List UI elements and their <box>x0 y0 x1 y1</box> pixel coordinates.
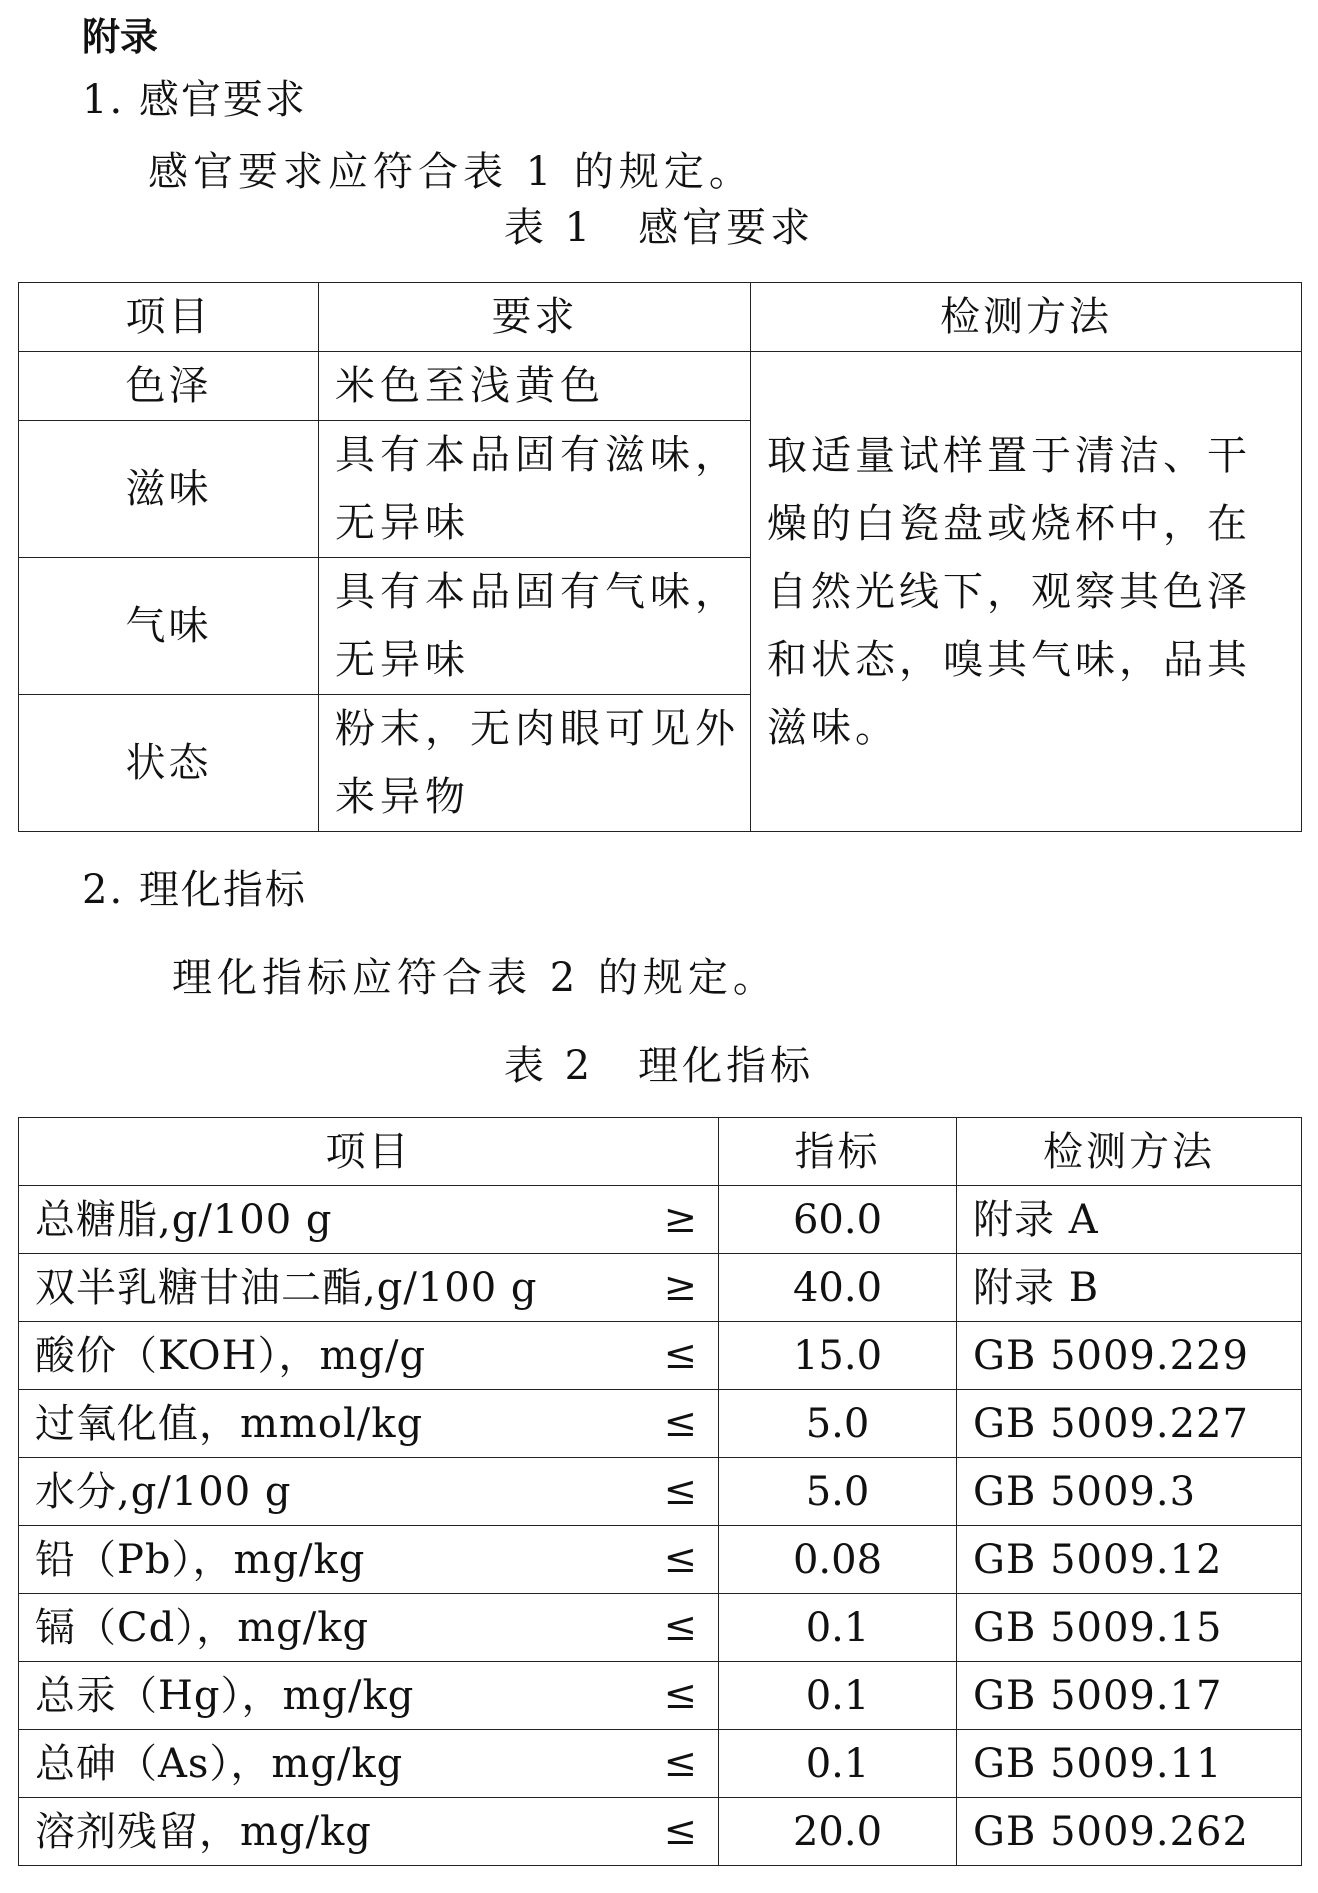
requirement-line: 具有本品固有滋味， <box>335 432 740 478</box>
sensory-table <box>18 282 1302 832</box>
row-item <box>19 1390 719 1458</box>
requirement-line: 粉末，无肉眼可见外 <box>335 706 740 752</box>
table-row <box>19 1458 1302 1526</box>
row-method: GB 5009.12 <box>957 1526 1302 1594</box>
row-method: GB 5009.15 <box>957 1594 1302 1662</box>
item-label: 镉（Cd），mg/kg <box>35 1604 370 1651</box>
row-item <box>19 1730 719 1798</box>
table-header-row <box>19 1118 1302 1186</box>
table-row <box>19 1186 1302 1254</box>
table-row <box>19 1526 1302 1594</box>
row-requirement <box>319 558 751 695</box>
table-row <box>19 1730 1302 1798</box>
table-row <box>19 1594 1302 1662</box>
relation-sign: ≤ <box>663 1808 698 1854</box>
row-item <box>19 1322 719 1390</box>
relation-sign: ≤ <box>663 1740 698 1786</box>
relation-sign: ≤ <box>663 1672 698 1718</box>
table-row <box>19 1254 1302 1322</box>
header-method: 检测方法 <box>751 283 1302 352</box>
row-value: 60.0 <box>719 1186 957 1254</box>
row-item <box>19 1186 719 1254</box>
item-label: 总糖脂,g/100 g <box>35 1196 333 1243</box>
row-item <box>19 1458 719 1526</box>
row-item: 气味 <box>19 558 319 695</box>
row-value: 0.1 <box>719 1594 957 1662</box>
row-item: 滋味 <box>19 421 319 558</box>
table-row <box>19 1322 1302 1390</box>
relation-sign: ≥ <box>663 1196 698 1242</box>
item-label: 过氧化值，mmol/kg <box>35 1400 424 1447</box>
item-label: 水分,g/100 g <box>35 1468 292 1515</box>
row-value: 15.0 <box>719 1322 957 1390</box>
relation-sign: ≤ <box>663 1468 698 1514</box>
row-value: 20.0 <box>719 1798 957 1866</box>
row-method: GB 5009.3 <box>957 1458 1302 1526</box>
item-label: 总汞（Hg），mg/kg <box>35 1672 415 1719</box>
row-value: 0.1 <box>719 1730 957 1798</box>
relation-sign: ≥ <box>663 1264 698 1310</box>
table-row <box>19 1390 1302 1458</box>
relation-sign: ≤ <box>663 1332 698 1378</box>
appendix-title: 附录 <box>82 15 159 59</box>
relation-sign: ≤ <box>663 1604 698 1650</box>
row-item: 色泽 <box>19 352 319 421</box>
row-value: 0.08 <box>719 1526 957 1594</box>
header-value: 指标 <box>719 1118 957 1186</box>
item-label: 双半乳糖甘油二酯,g/100 g <box>35 1264 538 1311</box>
requirement-line: 来异物 <box>335 774 470 820</box>
requirement-line: 无异味 <box>335 500 470 546</box>
row-requirement <box>319 352 751 421</box>
header-item: 项目 <box>19 1118 719 1186</box>
row-method: 附录 B <box>957 1254 1302 1322</box>
section2-heading: 2. 理化指标 <box>82 867 307 913</box>
item-label: 酸价（KOH），mg/g <box>35 1332 427 1379</box>
row-method: GB 5009.262 <box>957 1798 1302 1866</box>
requirement-line: 具有本品固有气味， <box>335 569 740 615</box>
section1-paragraph: 感官要求应符合表 1 的规定。 <box>148 149 754 195</box>
row-method: GB 5009.11 <box>957 1730 1302 1798</box>
table1-caption: 表 1 感官要求 <box>503 205 815 251</box>
row-method: GB 5009.17 <box>957 1662 1302 1730</box>
item-label: 总砷（As），mg/kg <box>35 1740 404 1787</box>
table-row <box>19 1662 1302 1730</box>
row-value: 5.0 <box>719 1458 957 1526</box>
table-row <box>19 352 1302 421</box>
header-requirement: 要求 <box>319 283 751 352</box>
section1-heading: 1. 感官要求 <box>82 77 307 123</box>
item-label: 溶剂残留，mg/kg <box>35 1808 372 1855</box>
requirement-line: 无异味 <box>335 637 470 683</box>
section2-paragraph: 理化指标应符合表 2 的规定。 <box>172 955 778 1001</box>
relation-sign: ≤ <box>663 1400 698 1446</box>
row-value: 0.1 <box>719 1662 957 1730</box>
row-value: 40.0 <box>719 1254 957 1322</box>
row-method: GB 5009.229 <box>957 1322 1302 1390</box>
requirement-line: 米色至浅黄色 <box>335 363 605 409</box>
row-value: 5.0 <box>719 1390 957 1458</box>
relation-sign: ≤ <box>663 1536 698 1582</box>
item-label: 铅（Pb），mg/kg <box>35 1536 366 1583</box>
physicochemical-table <box>18 1117 1302 1866</box>
row-item <box>19 1254 719 1322</box>
row-method: 附录 A <box>957 1186 1302 1254</box>
row-item <box>19 1526 719 1594</box>
row-requirement <box>319 421 751 558</box>
header-method: 检测方法 <box>957 1118 1302 1186</box>
table-row <box>19 1798 1302 1866</box>
row-item <box>19 1662 719 1730</box>
table-header-row <box>19 283 1302 352</box>
header-item: 项目 <box>19 283 319 352</box>
sensory-method: 取适量试样置于清洁、干燥的白瓷盘或烧杯中，在自然光线下，观察其色泽和状态，嗅其气味，品其滋味。 <box>751 352 1302 832</box>
row-requirement <box>319 695 751 832</box>
row-item: 状态 <box>19 695 319 832</box>
row-item <box>19 1798 719 1866</box>
row-item <box>19 1594 719 1662</box>
table2-caption: 表 2 理化指标 <box>503 1043 815 1089</box>
row-method: GB 5009.227 <box>957 1390 1302 1458</box>
